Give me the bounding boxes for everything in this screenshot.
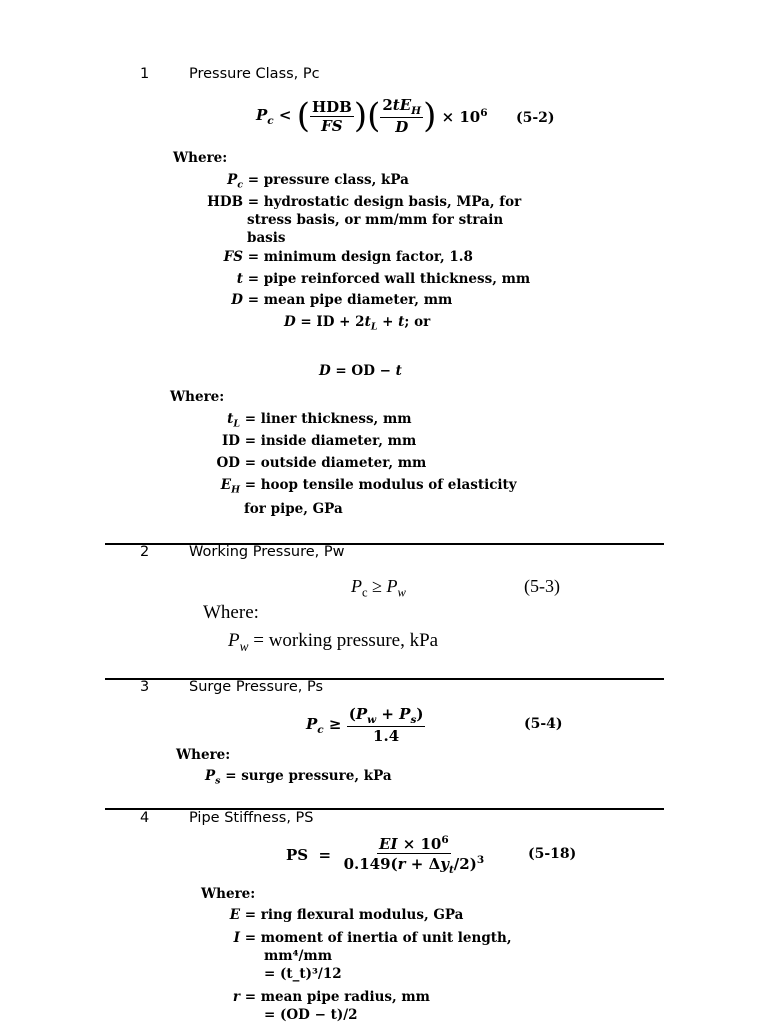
equation-d-id: D = ID + $2t_L + t$; or — [284, 314, 431, 333]
equation-number: (5-4) — [524, 716, 563, 732]
equation-5-3: $P_c \ge P_w$ — [351, 576, 406, 600]
definition-r: r = mean pipe radius, mm = (OD − t)/2 — [232, 989, 430, 1023]
section-3-number: 3 — [140, 679, 150, 695]
definition-i: I = moment of inertia of unit length, mm⁴/mm = (t_t)³/12 — [233, 930, 512, 982]
definition-pw: $P_w$ = working pressure, kPa — [228, 630, 439, 654]
definition-id: ID = inside diameter, mm — [221, 433, 417, 449]
definition-hdb: HDB = hydrostatic design basis, MPa, for stress basis, or mm/mm for strain basis — [207, 194, 522, 246]
definition-t: t = pipe reinforced wall thickness, mm — [236, 271, 531, 287]
section-1-number: 1 — [140, 66, 150, 82]
where-label: Where: — [201, 886, 256, 902]
equation-5-2: $P_c$ < ( $\frac{\text{HDB}}{FS}$ )( $\frac{2tE_H}{D}$ ) × $10^6$ — [256, 96, 488, 136]
section-2-title: Working Pressure, Pw — [189, 544, 345, 560]
equation-5-18: PS = $\frac{EI \times 10^6}{0.149(r + \Delta y_t/2)^3}$ — [286, 834, 485, 876]
section-3-title: Surge Pressure, Ps — [189, 679, 324, 695]
definition-pc: $P_c$ = pressure class, kPa — [227, 172, 409, 191]
equation-d-od: D = OD − t — [319, 363, 402, 379]
where-label-2: Where: — [170, 389, 225, 405]
section-4-title: Pipe Stiffness, PS — [189, 810, 314, 826]
definition-e: E = ring flexural modulus, GPa — [229, 907, 464, 923]
definition-fs: FS = minimum design factor, 1.8 — [223, 249, 473, 265]
equation-5-4: $P_c$ ≥ $\frac{(P_w + P_s)}{1.4}$ — [306, 705, 424, 745]
definition-ps-surge: $P_s$ = surge pressure, kPa — [205, 768, 392, 787]
definition-eh: $E_H$ = hoop tensile modulus of elasticity for pipe, GPa — [220, 477, 517, 517]
definition-tl: $t_L$ = liner thickness, mm — [227, 411, 412, 430]
equation-number: (5-3) — [524, 576, 560, 596]
where-label: Where: — [203, 602, 259, 623]
equation-number: (5-18) — [528, 846, 577, 862]
equation-number: (5-2) — [516, 110, 555, 126]
definition-od: OD = outside diameter, mm — [216, 455, 427, 471]
section-2-number: 2 — [140, 544, 150, 560]
definition-d: D = mean pipe diameter, mm — [231, 292, 453, 308]
section-4-number: 4 — [140, 810, 150, 826]
where-label: Where: — [176, 747, 231, 763]
where-label: Where: — [173, 150, 228, 166]
section-1-title: Pressure Class, Pc — [189, 66, 320, 82]
